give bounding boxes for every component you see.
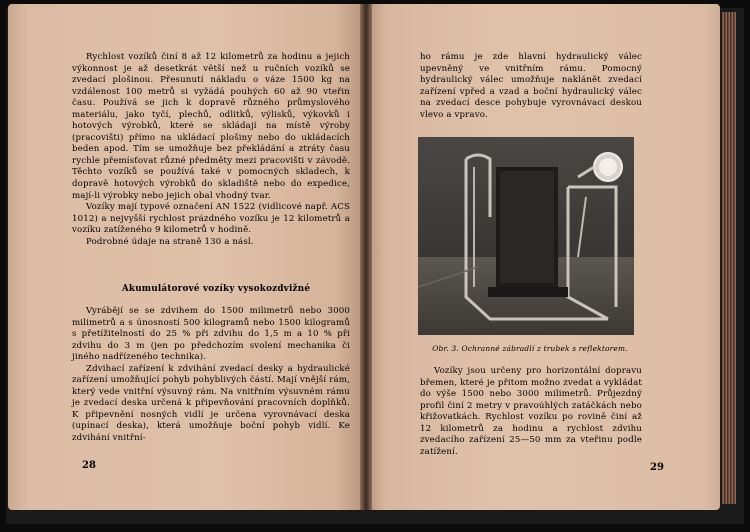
section-heading: Akumulátorové vozíky vysokozdvižné xyxy=(121,284,311,294)
page-number-left: 28 xyxy=(82,460,96,471)
forklift-illustration xyxy=(418,137,634,335)
book-gutter xyxy=(360,4,372,510)
right-text-block-1 xyxy=(420,52,642,121)
page-number-right: 29 xyxy=(650,462,664,473)
paragraph: ho rámu je zde hlavní hydraulický válec upevněný ve vnitřním rámu. Pomocný hydraulický válec umožňuje naklánět zvedací zařízení vpřed a vzad a boční hydraulický válec na zvedací desce pohybuje vyrovnávací deskou vlevo a vpravo. xyxy=(420,52,642,120)
left-text-block-1 xyxy=(72,52,350,248)
right-text-block-2 xyxy=(420,366,642,458)
forklift-photo xyxy=(418,137,634,335)
paragraph: Vozíky mají typové označení AN 1522 (vidlicové např. ACS 1012) a nejvyšší rychlost prázdného vozíku je 12 kilometrů a vozíku zatíženého 9 kilometrů v hodině. xyxy=(72,202,350,236)
left-text-block-2 xyxy=(72,306,350,445)
paragraph: Vozíky jsou určeny pro horizontální dopravu břemen, které je přitom možno zvedat a vykládat do výše 1500 nebo 3000 milimetrů. Průjezdný profil činí 2 metry v pravoúhlých zatáčkách nebo křižovatkách. Rychlost vozíku po rovině činí až 12 kilometrů za hodinu a rychlost zdvihu zvedacího zařízení 25—50 mm za vteřinu podle zatížení. xyxy=(420,366,642,457)
paragraph: Zdvihací zařízení k zdvihání zvedací desky a hydraulické zařízení umožňující pohyb pohyblivých částí. Mají vnější rám, který vede vnitřní výsuvný rám. Na vnitřním výsuvném rámu je zvedací deska určená k připevňování pracovních doplňků. K připevnění nosných vidlí je určena vyrovnávací deska (upínací deska), která umožňuje boční pohyb vidlí. Ke zdvihání vnitřní- xyxy=(72,363,350,444)
figure-caption: Obr. 3. Ochranné zábradlí z trubek s reflektorem. xyxy=(432,344,628,353)
paragraph: Rychlost vozíků činí 8 až 12 kilometrů za hodinu a jejich výkonnost je až desetkrát větší než u ručních vozíků se zvedací plošinou. Přesunutí nákladu o váze 1500 kg na vzdálenost 100 metrů si vyžádá pouhých 60 až 90 vteřin času. Používá se jich k dopravě různého průmyslového materiálu, jako tyčí, plechů, odlitků, výlisků, výkovků i hotových výrobků, které se skládají na místě výroby (pracovišti) přímo na ukládací plošiny nebo do ukládacích beden apod. Tím se umožňuje bez překládání a ztráty času rychle přemísťovat různé předměty mezi pracovišti v závodě. Těchto vozíků se používá také v pomocných skladech, k dopravě hotových výrobků do skladiště nebo do expedice, mají-li výrobky nebo jejich obal vhodný tvar. xyxy=(72,52,350,201)
page-edges xyxy=(722,12,736,504)
paragraph: Podrobné údaje na straně 130 a násl. xyxy=(86,236,254,247)
paragraph: Vyrábějí se se zdvihem do 1500 milimetrů nebo 3000 milimetrů a s únosností 500 kilogramů nebo 1500 kilogramů s přetížitelností do 25 % při zdvihu do 1,5 m a 10 % při zdvihu do 3 m (jen po předchozím svolení mechanika či jiného nadřízeného technika). xyxy=(72,306,350,363)
